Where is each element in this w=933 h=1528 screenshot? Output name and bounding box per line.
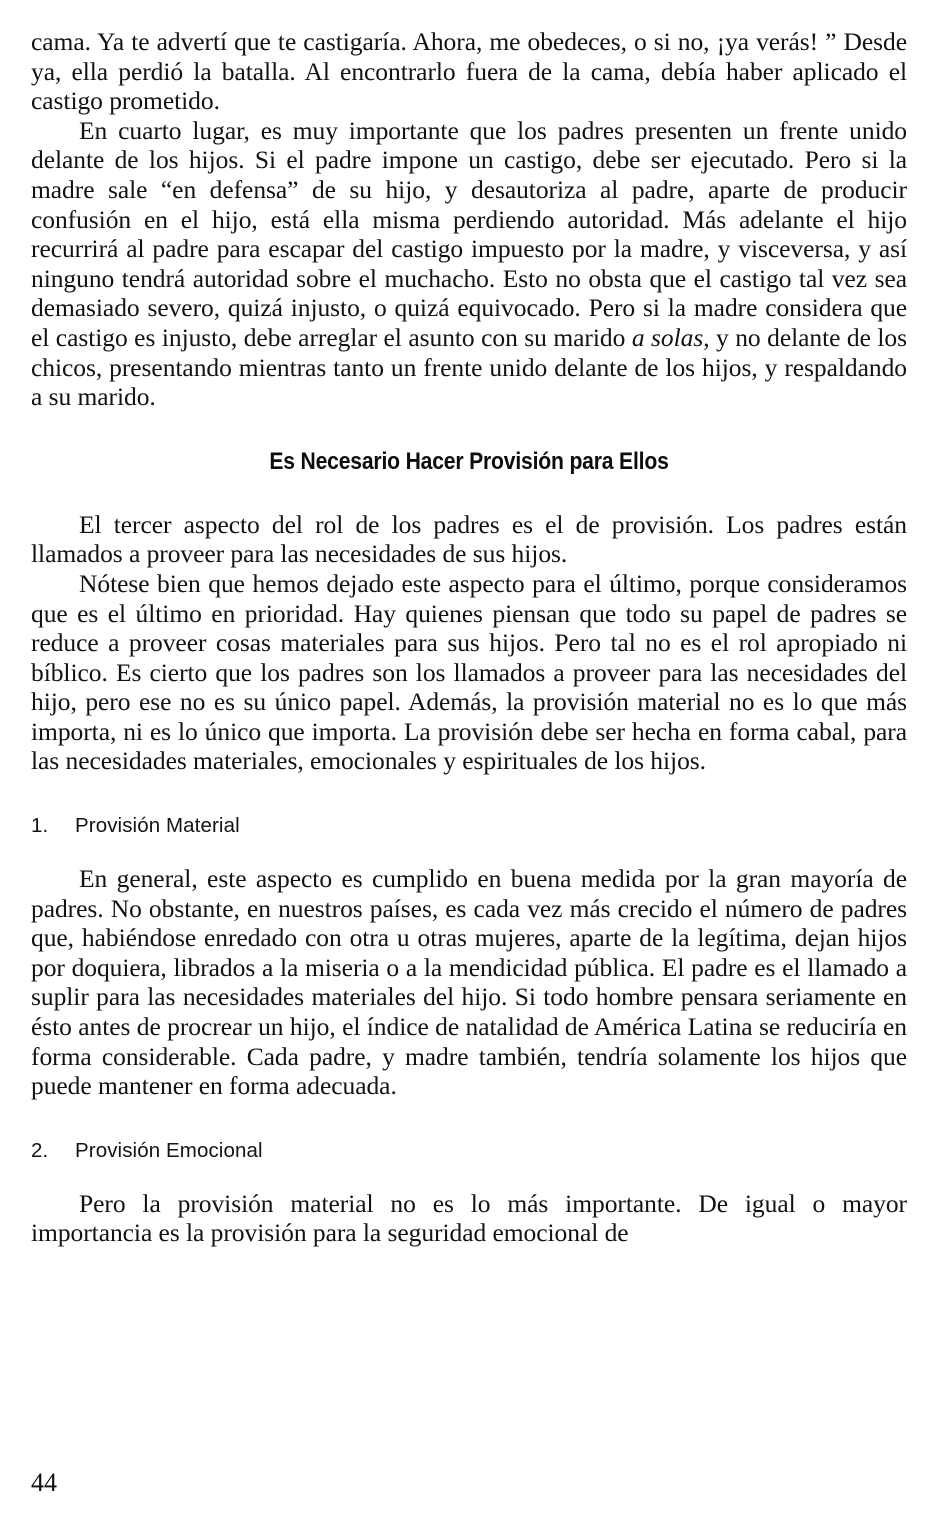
paragraph-2-part-1: En cuarto lugar, es muy importante que los padres presenten un frente unido delante de los hijos. Si el padre impone un castigo, debe ser ejecutado. Pero si la madre sale “en defensa” de su hijo, y desautoriza al padre, aparte de producir confusión en el hijo, está ella misma perdiendo autoridad. Más adelante el hijo recurrirá al padre para escapar del castigo impuesto por la madre, y visceversa, y así ninguno tendrá autoridad sobre el muchacho. Esto no obsta que el castigo tal vez sea demasiado severo, quizá injusto, o quizá equivocado. Pero si la madre considera que el castigo es injusto, debe arreglar el asunto con su marido bbox=[31, 115, 907, 352]
paragraph-2 bbox=[31, 116, 907, 412]
emphasis-a-solas: a solas bbox=[631, 322, 704, 352]
heading-spacer-top bbox=[31, 412, 907, 448]
sub-heading-2 bbox=[31, 1139, 907, 1163]
paragraph-6: Pero la provisión material no es lo más importante. De igual o mayor importancia es la provisión para la seguridad emocional de bbox=[31, 1188, 907, 1248]
paragraph-2-part-2: , y no delante de los chicos, presentando mientras tanto un frente unido delante de los hijos, y respaldando a su marido. bbox=[31, 322, 907, 412]
sub-heading-1-number: 1. bbox=[31, 814, 49, 838]
page-number: 44 bbox=[31, 1468, 57, 1497]
subheading-1-spacer-top bbox=[31, 776, 907, 814]
section-heading: Es Necesario Hacer Provisión para Ellos bbox=[269, 447, 669, 475]
heading-spacer-bottom bbox=[31, 476, 907, 510]
page-content bbox=[31, 27, 907, 1248]
subheading-2-spacer-top bbox=[31, 1101, 907, 1139]
sub-heading-2-label: Provisión Emocional bbox=[75, 1138, 263, 1162]
sub-heading-1 bbox=[31, 814, 907, 838]
subheading-1-spacer-bottom bbox=[31, 838, 907, 864]
sub-heading-2-number: 2. bbox=[31, 1138, 49, 1162]
paragraph-5: En general, este aspecto es cumplido en buena medida por la gran mayoría de padres. No obstante, en nuestros países, es cada vez más crecido el número de padres que, habiéndose enredado con otra u otras mujeres, aparte de la legítima, dejan hijos por doquiera, librados a la miseria o a la mendicidad pública. El padre es el llamado a suplir para las necesidades materiales del hijo. Si todo hombre pensara seriamente en ésto antes de procrear un hijo, el índice de natalidad de América Latina se reduciría en forma considerable. Cada padre, y madre también, tendría solamente los hijos que puede mantener en forma adecuada. bbox=[31, 864, 907, 1101]
paragraph-4: Nótese bien que hemos dejado este aspecto para el último, porque consideramos que es el último en prioridad. Hay quienes piensan que todo su papel de padres se reduce a proveer cosas materiales para sus hijos. Pero tal no es el rol apropiado ni bíblico. Es cierto que los padres son los llamados a proveer para las necesidades del hijo, pero ese no es su único papel. Además, la provisión material no es lo que más importa, ni es lo único que importa. La provisión debe ser hecha en forma cabal, para las necesidades materiales, emocionales y espirituales de los hijos. bbox=[31, 568, 907, 776]
paragraph-1: cama. Ya te advertí que te castigaría. Ahora, me obedeces, o si no, ¡ya verás! ” Desde ya, ella perdió la batalla. Al encontrarlo fuera de la cama, debía haber aplicado el castigo prometido. bbox=[31, 27, 907, 116]
subheading-2-spacer-bottom bbox=[31, 1163, 907, 1189]
sub-heading-1-label: Provisión Material bbox=[75, 814, 240, 838]
paragraph-3: El tercer aspecto del rol de los padres es el de provisión. Los padres están llamados a proveer para las necesidades de sus hijos. bbox=[31, 509, 907, 569]
